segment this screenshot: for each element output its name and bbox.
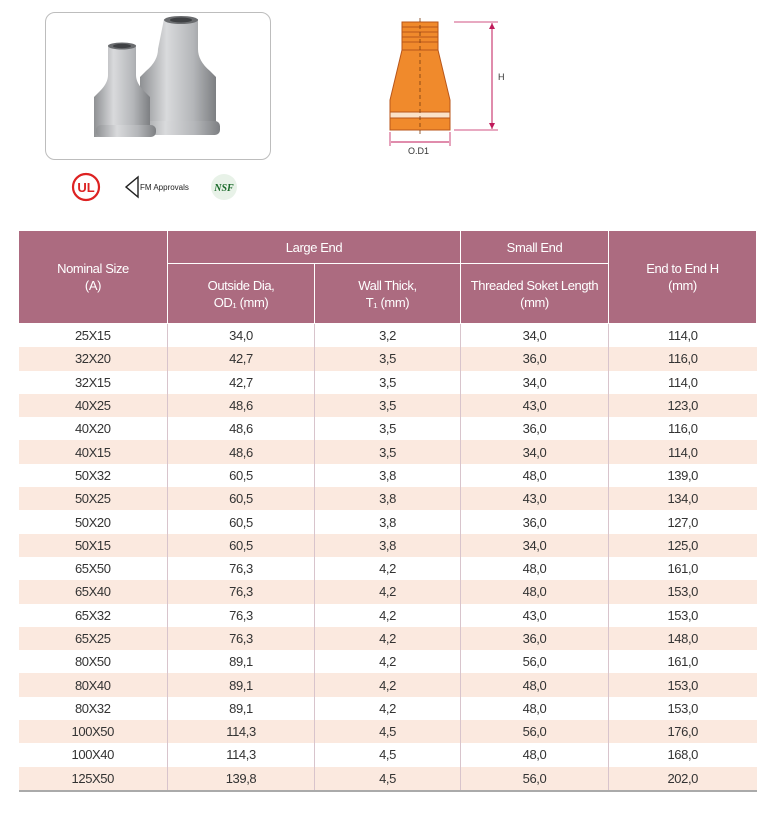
table-row: [19, 604, 757, 627]
svg-text:NSF: NSF: [214, 183, 234, 194]
threaded-length-cell: 36,0: [461, 627, 609, 650]
wall-thick-cell: 3,8: [315, 487, 461, 510]
table-row: [19, 650, 757, 673]
table-row: [19, 627, 757, 650]
outside-dia-cell: 114,3: [168, 743, 315, 766]
wall-thick-cell: 4,5: [315, 720, 461, 743]
nominal-size-cell: 80X32: [19, 697, 168, 720]
nominal-size-cell: 80X40: [19, 673, 168, 696]
header-end-to-end: End to End H (mm): [609, 231, 757, 324]
end-to-end-cell: 116,0: [609, 347, 757, 370]
table-row: [19, 720, 757, 743]
threaded-length-cell: 48,0: [461, 697, 609, 720]
threaded-length-cell: 48,0: [461, 464, 609, 487]
nominal-size-cell: 40X20: [19, 417, 168, 440]
threaded-length-cell: 48,0: [461, 557, 609, 580]
nominal-size-cell: 65X40: [19, 580, 168, 603]
nominal-size-cell: 50X15: [19, 534, 168, 557]
end-to-end-cell: 114,0: [609, 440, 757, 463]
header-wall-thick: Wall Thick, T₁ (mm): [315, 264, 461, 324]
nominal-size-cell: 32X15: [19, 371, 168, 394]
table-row: [19, 534, 757, 557]
wall-thick-cell: 3,5: [315, 371, 461, 394]
end-to-end-cell: 116,0: [609, 417, 757, 440]
end-to-end-cell: 123,0: [609, 394, 757, 417]
table-row: [19, 743, 757, 766]
wall-thick-cell: 4,2: [315, 580, 461, 603]
nsf-logo: [207, 172, 241, 202]
table-row: [19, 767, 757, 791]
wall-thick-cell: 3,8: [315, 464, 461, 487]
outside-dia-cell: 42,7: [168, 371, 315, 394]
end-to-end-cell: 161,0: [609, 650, 757, 673]
wall-thick-cell: 4,2: [315, 673, 461, 696]
wall-thick-cell: 3,5: [315, 440, 461, 463]
end-to-end-cell: 153,0: [609, 604, 757, 627]
table-row: [19, 324, 757, 348]
specification-table: [18, 230, 757, 792]
wall-thick-cell: 4,5: [315, 767, 461, 791]
end-to-end-cell: 114,0: [609, 324, 757, 348]
outside-dia-cell: 76,3: [168, 627, 315, 650]
table-row: [19, 697, 757, 720]
threaded-length-cell: 48,0: [461, 673, 609, 696]
threaded-length-cell: 43,0: [461, 604, 609, 627]
header-threaded-socket: Threaded Soket Length (mm): [461, 264, 609, 324]
table-row: [19, 347, 757, 370]
end-to-end-cell: 176,0: [609, 720, 757, 743]
outside-dia-cell: 139,8: [168, 767, 315, 791]
end-to-end-cell: 161,0: [609, 557, 757, 580]
end-to-end-cell: 153,0: [609, 580, 757, 603]
threaded-length-cell: 36,0: [461, 417, 609, 440]
header-nominal-size: Nominal Size (A): [19, 231, 168, 324]
outside-dia-cell: 60,5: [168, 534, 315, 557]
outside-dia-cell: 60,5: [168, 464, 315, 487]
nominal-size-cell: 25X15: [19, 324, 168, 348]
wall-thick-cell: 3,8: [315, 510, 461, 533]
nominal-size-cell: 80X50: [19, 650, 168, 673]
threaded-length-cell: 56,0: [461, 650, 609, 673]
nominal-size-cell: 65X25: [19, 627, 168, 650]
outside-dia-cell: 34,0: [168, 324, 315, 348]
table-row: [19, 394, 757, 417]
header-small-end: Small End: [461, 231, 609, 264]
nominal-size-cell: 40X15: [19, 440, 168, 463]
outside-dia-cell: 114,3: [168, 720, 315, 743]
outside-dia-cell: 76,3: [168, 604, 315, 627]
outside-dia-cell: 48,6: [168, 394, 315, 417]
nominal-size-cell: 125X50: [19, 767, 168, 791]
threaded-length-cell: 36,0: [461, 510, 609, 533]
end-to-end-cell: 153,0: [609, 673, 757, 696]
wall-thick-cell: 4,2: [315, 650, 461, 673]
wall-thick-cell: 4,5: [315, 743, 461, 766]
outside-dia-cell: 60,5: [168, 487, 315, 510]
table-row: [19, 371, 757, 394]
end-to-end-cell: 202,0: [609, 767, 757, 791]
end-to-end-cell: 148,0: [609, 627, 757, 650]
header-outside-dia: Outside Dia, OD₁ (mm): [168, 264, 315, 324]
outside-dia-cell: 89,1: [168, 650, 315, 673]
wall-thick-cell: 3,5: [315, 394, 461, 417]
wall-thick-cell: 3,5: [315, 347, 461, 370]
threaded-length-cell: 43,0: [461, 487, 609, 510]
table-row: [19, 673, 757, 696]
threaded-length-cell: 36,0: [461, 347, 609, 370]
outside-dia-cell: 60,5: [168, 510, 315, 533]
threaded-length-cell: 34,0: [461, 324, 609, 348]
threaded-length-cell: 34,0: [461, 534, 609, 557]
svg-text:UL: UL: [77, 180, 95, 195]
end-to-end-cell: 168,0: [609, 743, 757, 766]
end-to-end-cell: 125,0: [609, 534, 757, 557]
outside-dia-cell: 48,6: [168, 417, 315, 440]
outside-dia-cell: 76,3: [168, 557, 315, 580]
threaded-length-cell: 43,0: [461, 394, 609, 417]
wall-thick-cell: 4,2: [315, 627, 461, 650]
product-photo: [45, 12, 271, 160]
outside-dia-cell: 48,6: [168, 440, 315, 463]
table-row: [19, 557, 757, 580]
wall-thick-cell: 3,8: [315, 534, 461, 557]
nominal-size-cell: 32X20: [19, 347, 168, 370]
end-to-end-cell: 127,0: [609, 510, 757, 533]
wall-thick-cell: 4,2: [315, 557, 461, 580]
nominal-size-cell: 50X25: [19, 487, 168, 510]
wall-thick-cell: 3,5: [315, 417, 461, 440]
table-row: [19, 440, 757, 463]
threaded-length-cell: 48,0: [461, 743, 609, 766]
table-row: [19, 417, 757, 440]
wall-thick-cell: 4,2: [315, 604, 461, 627]
table-row: [19, 487, 757, 510]
wall-thick-cell: 4,2: [315, 697, 461, 720]
wall-thick-cell: 3,2: [315, 324, 461, 348]
nominal-size-cell: 100X40: [19, 743, 168, 766]
end-to-end-cell: 134,0: [609, 487, 757, 510]
svg-text:FM Approvals: FM Approvals: [140, 183, 189, 192]
nominal-size-cell: 50X32: [19, 464, 168, 487]
threaded-length-cell: 48,0: [461, 580, 609, 603]
table-row: [19, 464, 757, 487]
reducer-fittings-image: [46, 13, 271, 160]
table-row: [19, 510, 757, 533]
nominal-size-cell: 65X32: [19, 604, 168, 627]
dimension-diagram: [380, 14, 520, 154]
header-large-end: Large End: [168, 231, 461, 264]
outside-dia-cell: 42,7: [168, 347, 315, 370]
end-to-end-cell: 139,0: [609, 464, 757, 487]
outside-dia-cell: 89,1: [168, 697, 315, 720]
nominal-size-cell: 50X20: [19, 510, 168, 533]
threaded-length-cell: 34,0: [461, 440, 609, 463]
threaded-length-cell: 56,0: [461, 720, 609, 743]
threaded-length-cell: 34,0: [461, 371, 609, 394]
nominal-size-cell: 40X25: [19, 394, 168, 417]
nominal-size-cell: 100X50: [19, 720, 168, 743]
table-row: [19, 580, 757, 603]
height-label: H: [498, 72, 505, 82]
nominal-size-cell: 65X50: [19, 557, 168, 580]
ul-logo: [70, 172, 104, 202]
fm-approvals-logo: [124, 172, 190, 202]
outside-dia-cell: 89,1: [168, 673, 315, 696]
threaded-length-cell: 56,0: [461, 767, 609, 791]
outside-dia-cell: 76,3: [168, 580, 315, 603]
end-to-end-cell: 114,0: [609, 371, 757, 394]
diameter-label: O.D1: [408, 146, 430, 154]
end-to-end-cell: 153,0: [609, 697, 757, 720]
